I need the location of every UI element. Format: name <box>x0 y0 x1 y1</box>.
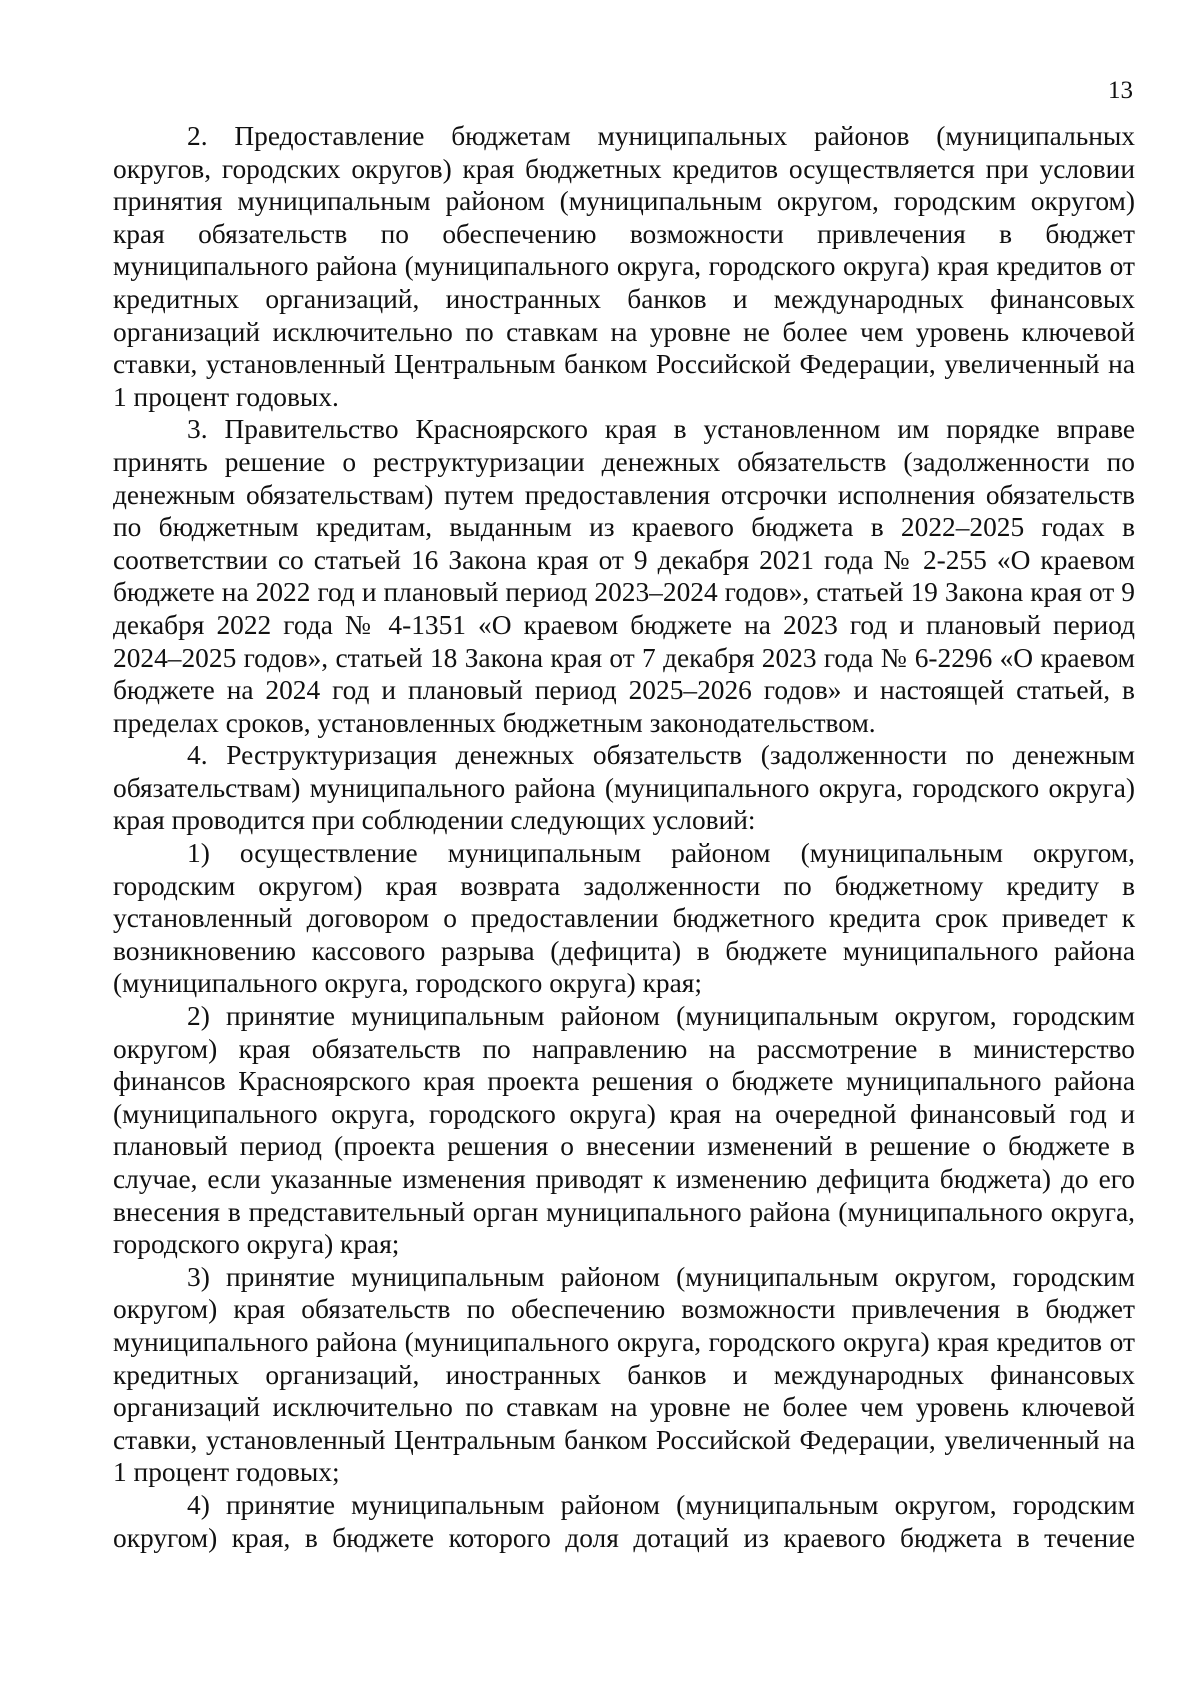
document-body <box>113 120 1135 1554</box>
list-item-2: 2) принятие муниципальным районом (муниципальным округом, городским округом) края обязательств по направлению на рассмотрение в министерство финансов Красноярского края проекта решения о бюджете муниципального района (муниципального округа, городского округа) края на очередной финансовый год и плановый период (проекта решения о внесении изменений в решение о бюджете в случае, если указанные изменения приводят к изменению дефицита бюджета) до его внесения в представительный орган муниципального района (муниципального округа, городского округа) края; <box>113 1001 1135 1260</box>
list-item-4: 4) принятие муниципальным районом (муниципальным округом, городским округом) края, в бюджете которого доля дотаций из краевого бюджета в течение <box>113 1489 1135 1553</box>
paragraph-2: 2. Предоставление бюджетам муниципальных районов (муниципальных округов, городских округов) края бюджетных кредитов осуществляется при условии принятия муниципальным районом (муниципальным округом, городским округом) края обязательств по обеспечению возможности привлечения в бюджет муниципального района (муниципального округа, городского округа) края кредитов от кредитных организаций, иностранных банков и международных финансовых организаций исключительно по ставкам на уровне не более чем уровень ключевой ставки, установленный Центральным банком Российской Федерации, увеличенный на 1 процент годовых. <box>113 121 1135 412</box>
paragraph-4: 4. Реструктуризация денежных обязательств (задолженности по денежным обязательствам) муниципального района (муниципального округа, городского округа) края проводится при соблюдении следующих условий: <box>113 740 1135 836</box>
paragraph-3: 3. Правительство Красноярского края в установленном им порядке вправе принять решение о реструктуризации денежных обязательств (задолженности по денежным обязательствам) путем предоставления отсрочки исполнения обязательств по бюджетным кредитам, выданным из краевого бюджета в 2022–2025 годах в соответствии со статьей 16 Закона края от 9 декабря 2021 года № 2-255 «О краевом бюджете на 2022 год и плановый период 2023–2024 годов», статьей 19 Закона края от 9 декабря 2022 года № 4-1351 «О краевом бюджете на 2023 год и плановый период 2024–2025 годов», статьей 18 Закона края от 7 декабря 2023 года № 6-2296 «О краевом бюджете на 2024 год и плановый период 2025–2026 годов» и настоящей статьей, в пределах сроков, установленных бюджетным законодательством. <box>113 414 1135 738</box>
list-item-3: 3) принятие муниципальным районом (муниципальным округом, городским округом) края обязательств по обеспечению возможности привлечения в бюджет муниципального района (муниципального округа, городского округа) края кредитов от кредитных организаций, иностранных банков и международных финансовых организаций исключительно по ставкам на уровне не более чем уровень ключевой ставки, установленный Центральным банком Российской Федерации, увеличенный на 1 процент годовых; <box>113 1261 1135 1488</box>
list-item-1: 1) осуществление муниципальным районом (муниципальным округом, городским округом) края возврата задолженности по бюджетному кредиту в установленный договором о предоставлении бюджетного кредита срок приведет к возникновению кассового разрыва (дефицита) в бюджете муниципального района (муниципального округа, городского округа) края; <box>113 838 1135 999</box>
page-number: 13 <box>1108 77 1133 104</box>
